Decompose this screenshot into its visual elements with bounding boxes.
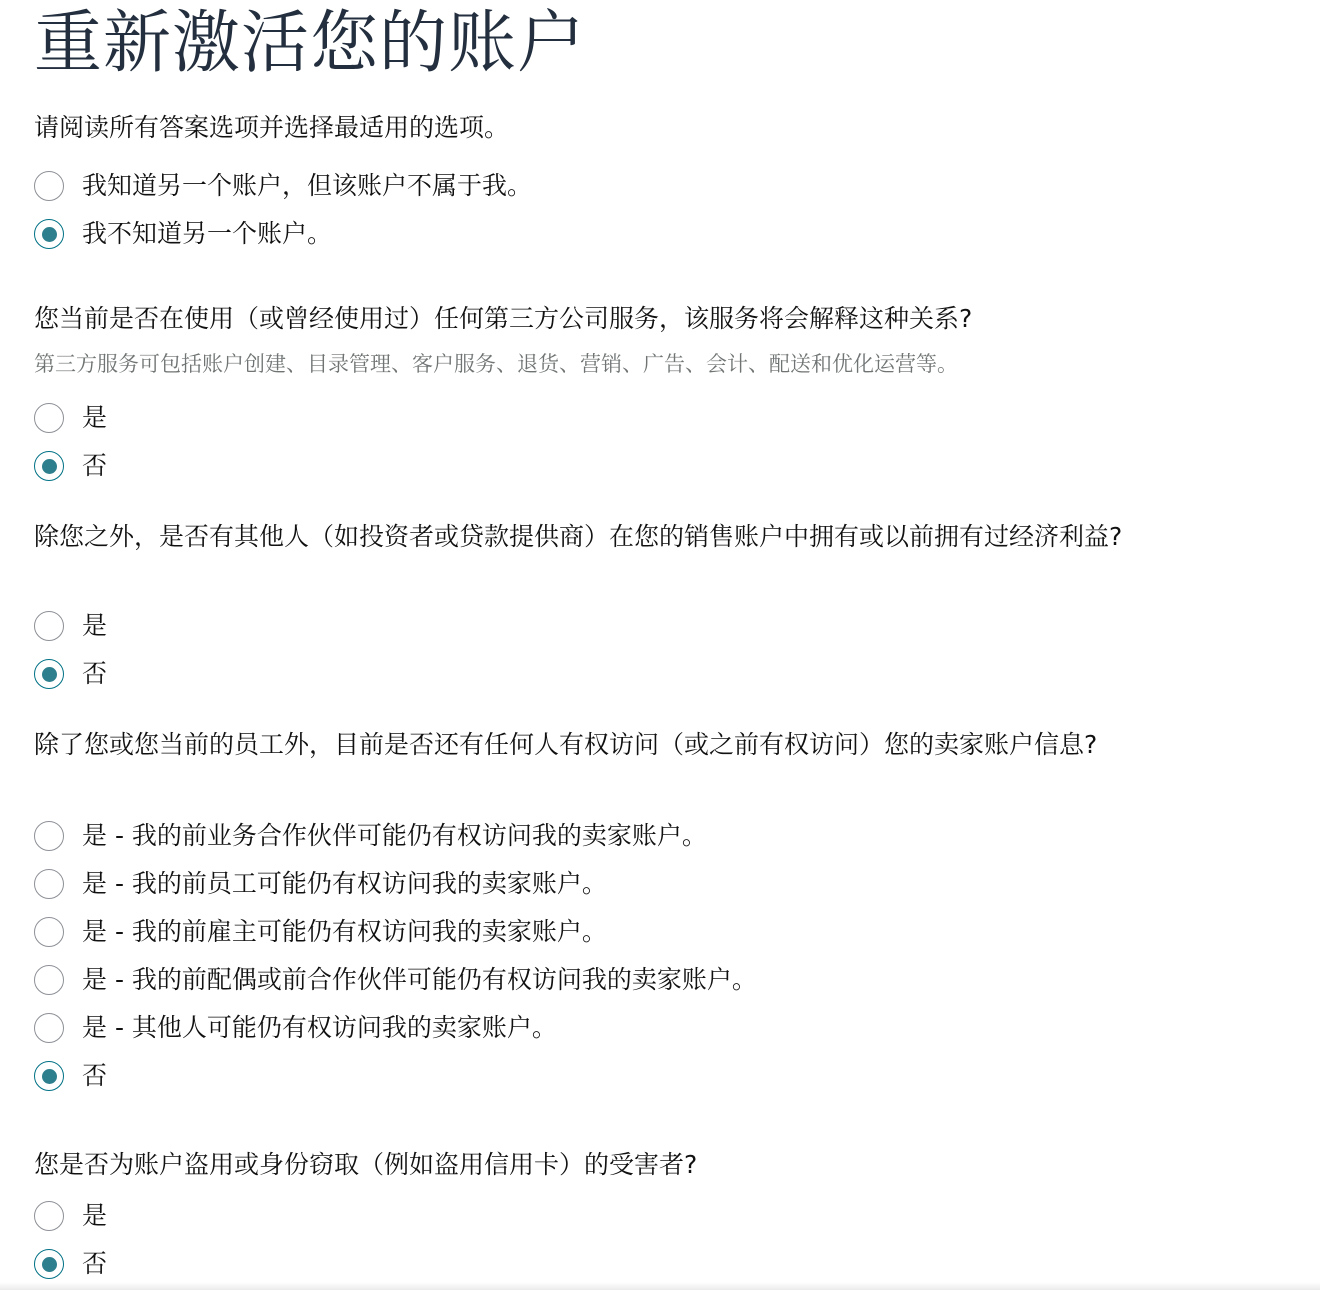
options-identity-theft bbox=[34, 1192, 1214, 1288]
option-no[interactable] bbox=[34, 650, 1214, 698]
option-yes[interactable] bbox=[34, 1192, 1214, 1240]
option-yes[interactable] bbox=[34, 602, 1214, 650]
option-former-employer[interactable] bbox=[34, 908, 1214, 956]
radio-button[interactable] bbox=[34, 1201, 64, 1231]
radio-button[interactable] bbox=[34, 1249, 64, 1279]
question-account-access bbox=[34, 726, 1214, 763]
option-label: 否 bbox=[82, 451, 108, 480]
radio-button[interactable] bbox=[34, 171, 64, 201]
option-label: 否 bbox=[82, 659, 108, 688]
option-label: 是 bbox=[82, 611, 108, 640]
option-label: 否 bbox=[82, 1061, 108, 1090]
option-label: 是 - 其他人可能仍有权访问我的卖家账户。 bbox=[82, 1013, 557, 1042]
question-text: 您是否为账户盗用或身份窃取（例如盗用信用卡）的受害者? bbox=[34, 1150, 698, 1179]
radio-button[interactable] bbox=[34, 219, 64, 249]
options-financial-interest-wrap bbox=[34, 602, 1214, 698]
options-financial-interest bbox=[34, 602, 1214, 698]
question-text: 除了您或您当前的员工外，目前是否还有任何人有权访问（或之前有权访问）您的卖家账户信息? bbox=[34, 730, 1098, 759]
radio-button[interactable] bbox=[34, 403, 64, 433]
option-label: 是 bbox=[82, 1201, 108, 1230]
options-third-party-wrap bbox=[34, 394, 1214, 490]
radio-button[interactable] bbox=[34, 965, 64, 995]
question-other-account bbox=[34, 162, 1214, 258]
option-someone-else[interactable] bbox=[34, 1004, 1214, 1052]
page-title: 重新激活您的账户 bbox=[34, 4, 587, 83]
reactivate-account-form bbox=[34, 0, 1234, 1278]
bottom-shadow bbox=[0, 1282, 1320, 1290]
option-no[interactable] bbox=[34, 1240, 1214, 1288]
radio-button[interactable] bbox=[34, 1061, 64, 1091]
question-financial-interest bbox=[34, 518, 1214, 555]
helper-text: 第三方服务可包括账户创建、目录管理、客户服务、退货、营销、广告、会计、配送和优化运营等。 bbox=[34, 352, 958, 376]
question-third-party bbox=[34, 300, 1214, 379]
question-text: 除您之外，是否有其他人（如投资者或贷款提供商）在您的销售账户中拥有或以前拥有过经济利益? bbox=[34, 522, 1123, 551]
option-label: 是 - 我的前配偶或前合作伙伴可能仍有权访问我的卖家账户。 bbox=[82, 965, 757, 994]
radio-button[interactable] bbox=[34, 821, 64, 851]
radio-button[interactable] bbox=[34, 451, 64, 481]
options-account-access bbox=[34, 812, 1214, 1100]
option-no[interactable] bbox=[34, 442, 1214, 490]
option-no[interactable] bbox=[34, 1052, 1214, 1100]
option-unaware-other-account[interactable] bbox=[34, 210, 1214, 258]
radio-button[interactable] bbox=[34, 1013, 64, 1043]
option-former-employee[interactable] bbox=[34, 860, 1214, 908]
radio-button[interactable] bbox=[34, 869, 64, 899]
option-label: 我知道另一个账户，但该账户不属于我。 bbox=[82, 171, 533, 200]
radio-button[interactable] bbox=[34, 611, 64, 641]
option-label: 否 bbox=[82, 1249, 108, 1278]
options-other-account bbox=[34, 162, 1214, 258]
option-label: 是 - 我的前员工可能仍有权访问我的卖家账户。 bbox=[82, 869, 607, 898]
option-former-partner[interactable] bbox=[34, 812, 1214, 860]
option-label: 是 - 我的前雇主可能仍有权访问我的卖家账户。 bbox=[82, 917, 607, 946]
option-label: 我不知道另一个账户。 bbox=[82, 219, 333, 248]
option-yes[interactable] bbox=[34, 394, 1214, 442]
option-label: 是 - 我的前业务合作伙伴可能仍有权访问我的卖家账户。 bbox=[82, 821, 707, 850]
options-third-party bbox=[34, 394, 1214, 490]
options-identity-theft-wrap bbox=[34, 1192, 1214, 1288]
question-identity-theft bbox=[34, 1146, 1214, 1183]
options-account-access-wrap bbox=[34, 812, 1214, 1100]
intro-text: 请阅读所有答案选项并选择最适用的选项。 bbox=[34, 113, 510, 142]
option-former-spouse[interactable] bbox=[34, 956, 1214, 1004]
radio-button[interactable] bbox=[34, 917, 64, 947]
option-label: 是 bbox=[82, 403, 108, 432]
option-know-account-not-mine[interactable] bbox=[34, 162, 1214, 210]
question-text: 您当前是否在使用（或曾经使用过）任何第三方公司服务，该服务将会解释这种关系? bbox=[34, 304, 973, 333]
radio-button[interactable] bbox=[34, 659, 64, 689]
